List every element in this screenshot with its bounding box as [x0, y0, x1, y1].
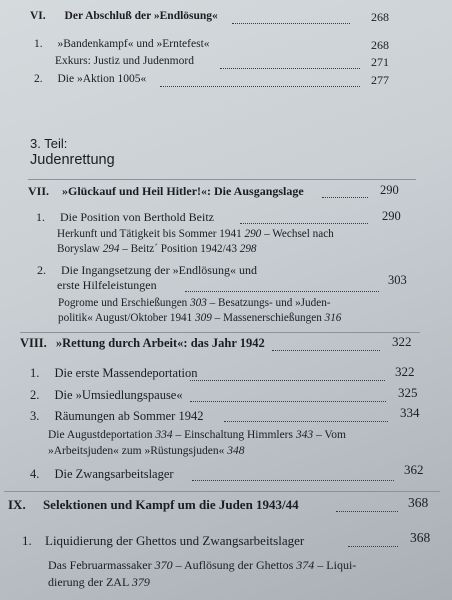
- page-number: 368: [410, 530, 431, 545]
- section-number: 1.: [30, 366, 40, 380]
- chapter-title: »Glückauf und Heil Hitler!«: Die Ausgangslage: [62, 184, 304, 198]
- dot-leader: [220, 68, 360, 69]
- subsection-text-part: Pogrome und Erschießungen: [58, 297, 191, 309]
- page-ref: 290: [244, 228, 262, 240]
- chapter-number: VII.: [28, 184, 50, 198]
- chapter-number: IX.: [8, 497, 26, 512]
- page-number: 268: [371, 10, 389, 24]
- chapter-rule: [28, 179, 416, 180]
- dot-leader: [322, 197, 368, 198]
- section-title: Liquidierung der Ghettos und Zwangsarbeitslager: [45, 533, 305, 548]
- section-ix-1: [22, 533, 304, 549]
- chapter-rule: [20, 332, 420, 333]
- subsection-text-part: Das Februarmassaker: [48, 558, 155, 572]
- page-number: 290: [380, 183, 399, 197]
- page-ref: 309: [195, 312, 212, 324]
- page-number: 325: [398, 385, 418, 400]
- subsection-text-part: politik« August/Oktober 1941: [58, 312, 196, 324]
- section-title: Die Zwangsarbeitslager: [54, 467, 174, 481]
- subsection-text: [57, 243, 257, 256]
- chapter-number: VIII.: [20, 336, 47, 350]
- dot-leader: [190, 380, 385, 381]
- page-number: 322: [395, 364, 415, 379]
- part-label: 3. Teil:: [30, 136, 68, 151]
- page-number: 277: [371, 73, 389, 87]
- subsection-text: [48, 559, 356, 573]
- chapter-viii-heading: [20, 336, 265, 351]
- chapter-title: Selektionen und Kampf um die Juden 1943/44: [42, 497, 299, 512]
- section-vii-2: [37, 263, 257, 278]
- section-title-cont: erste Hilfeleistungen: [57, 278, 157, 292]
- subsection-text: [57, 228, 334, 241]
- dot-leader: [190, 401, 386, 402]
- chapter-vi-heading: [30, 10, 218, 22]
- section-viii-4: [30, 467, 174, 482]
- section-vi-2: [34, 73, 146, 85]
- dot-leader: [160, 86, 360, 87]
- dot-leader: [224, 421, 388, 422]
- page-number: 368: [408, 495, 429, 510]
- subsection-text-part: Herkunft und Tätigkeit bis Sommer 1941: [57, 228, 245, 240]
- subsection-text-part: – Liqui-: [314, 558, 357, 572]
- section-title: Exkurs: Justiz und Judenmord: [55, 55, 194, 67]
- page-ref: 298: [239, 243, 257, 255]
- page-number: 322: [392, 334, 412, 349]
- section-number: 2.: [37, 263, 46, 277]
- subsection-text-part: – Auflösung der Ghettos: [172, 558, 297, 572]
- section-title: Die »Umsiedlungspause«: [54, 388, 183, 402]
- section-title: Die erste Massendeportation: [54, 366, 198, 380]
- subsection-text-part: dierung der ZAL: [48, 575, 132, 589]
- part-title: Judenrettung: [30, 152, 115, 168]
- subsection-text-part: »Arbeitsjuden« zum »Rüstungsjuden«: [48, 445, 228, 457]
- dot-leader: [272, 350, 380, 351]
- section-vi-1: [34, 38, 210, 50]
- dot-leader: [185, 291, 379, 292]
- section-viii-3: [30, 409, 203, 424]
- chapter-title: Der Abschluß der »Endlösung«: [64, 10, 218, 22]
- chapter-vii-heading: [28, 184, 304, 199]
- page-ref: 294: [102, 243, 120, 255]
- page-number: 290: [382, 209, 401, 223]
- subsection-text-part: – Vom: [313, 429, 346, 441]
- section-title: »Bandenkampf« und »Erntefest«: [57, 38, 210, 50]
- subsection-text: [48, 429, 346, 442]
- section-title: Räumungen ab Sommer 1942: [54, 409, 204, 423]
- subsection-text-part: – Wechsel nach: [261, 228, 334, 240]
- page-ref: 334: [155, 429, 173, 441]
- page-ref: 343: [295, 429, 314, 441]
- dot-leader: [348, 546, 398, 547]
- page-ref: 374: [296, 558, 315, 572]
- subsection-text-part: Boryslaw: [57, 243, 103, 255]
- chapter-title: »Rettung durch Arbeit«: das Jahr 1942: [55, 336, 265, 350]
- dot-leader: [240, 223, 368, 224]
- section-number: 3.: [30, 409, 40, 423]
- page-ref: 316: [324, 312, 342, 324]
- page-number: 268: [371, 38, 389, 52]
- page-number: 334: [400, 405, 420, 420]
- subsection-text: [58, 312, 341, 325]
- excursus-entry: [55, 55, 194, 67]
- page-ref: 303: [190, 297, 207, 309]
- subsection-text-part: – Besatzungs- und »Juden-: [206, 297, 331, 309]
- page-ref: 348: [227, 445, 245, 457]
- section-title: Die Position von Berthold Beitz: [60, 210, 214, 224]
- subsection-text: [58, 297, 331, 310]
- section-number: 2.: [30, 388, 40, 402]
- page-number: 271: [371, 55, 389, 69]
- section-title: Die Ingangsetzung der »Endlösung« und: [61, 263, 257, 277]
- subsection-text-part: – Beitz´ Position 1942/43: [119, 243, 240, 255]
- page-ref: 370: [154, 558, 173, 572]
- section-title: Die »Aktion 1005«: [57, 73, 147, 85]
- section-viii-2: [30, 388, 183, 403]
- dot-leader: [192, 480, 394, 481]
- section-number: 1.: [36, 210, 45, 224]
- subsection-text: [48, 445, 244, 458]
- section-viii-1: [30, 366, 198, 381]
- section-number: 1.: [34, 38, 43, 50]
- page-number: 362: [404, 462, 424, 477]
- page-ref: 379: [131, 575, 150, 589]
- subsection-text: [48, 576, 150, 590]
- subsection-text-part: Die Augustdeportation: [48, 429, 156, 441]
- chapter-number: VI.: [30, 10, 46, 22]
- chapter-ix-heading: [8, 497, 299, 513]
- dot-leader: [232, 23, 350, 24]
- subsection-text-part: – Einschaltung Himmlers: [172, 429, 296, 441]
- dot-leader: [336, 511, 398, 512]
- subsection-text-part: – Massenerschießungen: [211, 312, 325, 324]
- chapter-rule: [4, 491, 440, 492]
- section-number: 4.: [30, 467, 40, 481]
- section-vii-1: [36, 210, 214, 225]
- section-number: 1.: [22, 533, 32, 548]
- page-number: 303: [388, 273, 407, 287]
- section-number: 2.: [34, 73, 43, 85]
